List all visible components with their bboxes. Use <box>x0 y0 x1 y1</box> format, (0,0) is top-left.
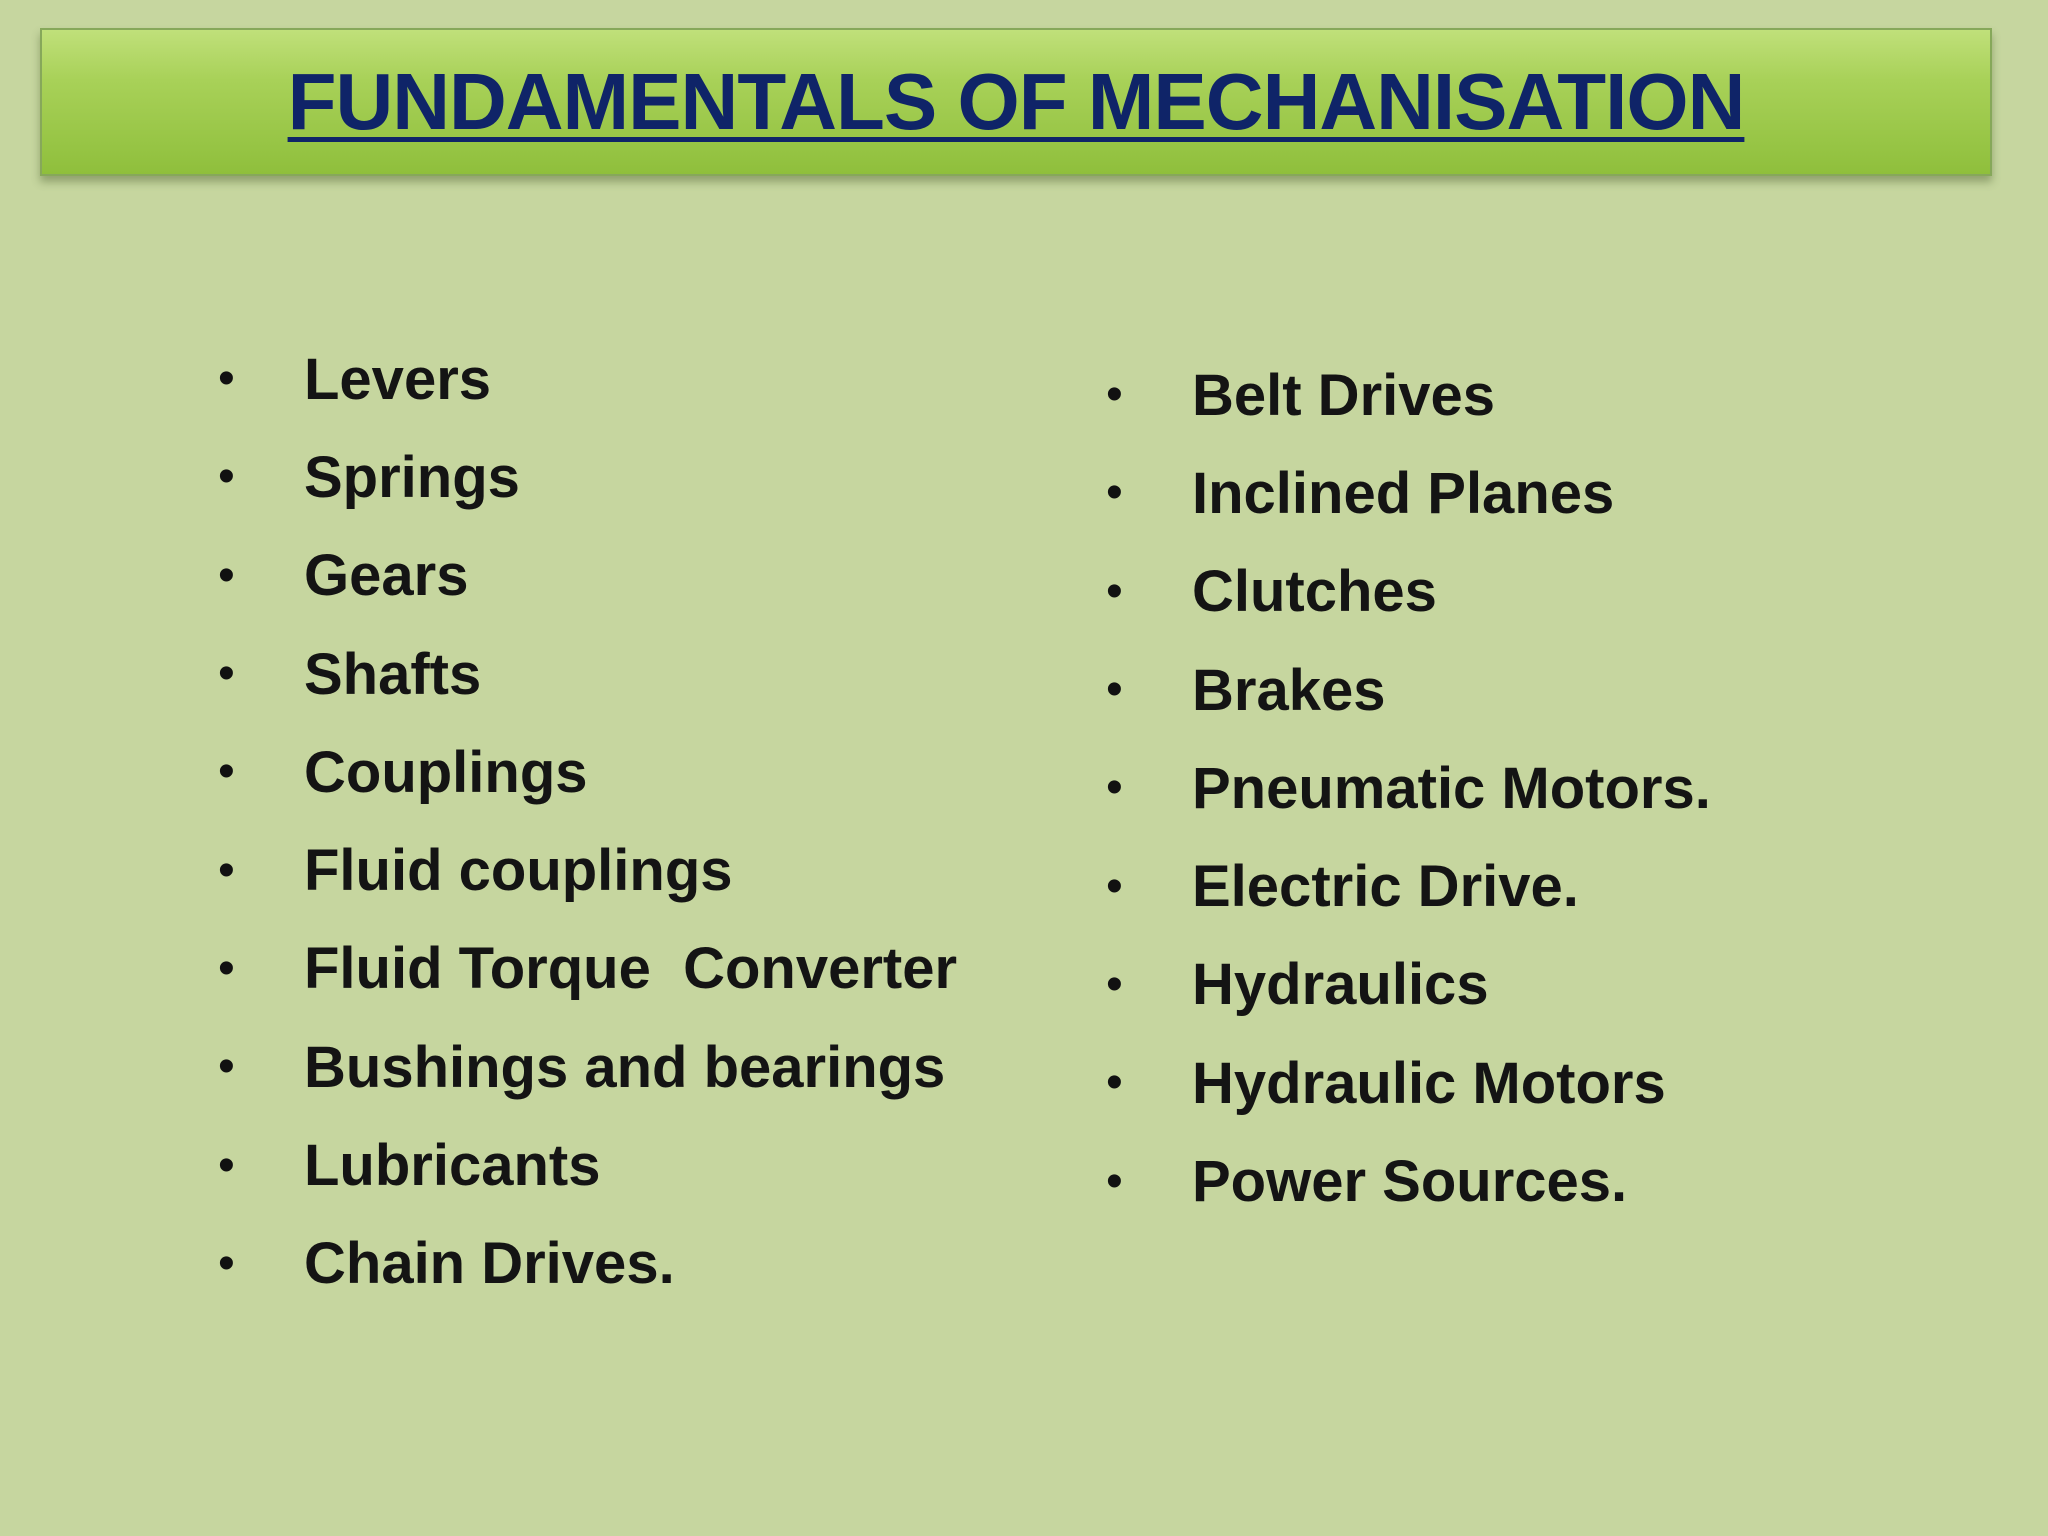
list-item-label: Hydraulic Motors <box>1192 1050 1666 1116</box>
bullet-icon: • <box>218 647 235 701</box>
list-item <box>212 723 957 821</box>
title-banner <box>40 28 1992 176</box>
list-item-label: Chain Drives. <box>304 1231 675 1297</box>
right-bullet-list <box>1100 346 1711 1231</box>
list-item <box>212 1116 957 1214</box>
list-item-label: Gears <box>304 543 469 609</box>
bullet-icon: • <box>1106 564 1123 618</box>
list-item <box>212 527 957 625</box>
list-item-label: Lubricants <box>304 1133 601 1199</box>
left-bullet-list <box>212 330 957 1313</box>
bullet-icon: • <box>218 843 235 897</box>
list-item <box>1100 641 1711 739</box>
list-item <box>212 1018 957 1116</box>
list-item <box>1100 1132 1711 1230</box>
bullet-icon: • <box>218 1138 235 1192</box>
bullet-icon: • <box>1106 1154 1123 1208</box>
list-item <box>1100 543 1711 641</box>
list-item-label: Levers <box>304 346 492 412</box>
bullet-icon: • <box>1106 859 1123 913</box>
list-item-label: Clutches <box>1192 559 1437 625</box>
list-item-label: Fluid Torque Converter <box>304 936 958 1002</box>
list-item-label: Fluid couplings <box>304 838 733 904</box>
list-item-label: Shafts <box>304 641 482 707</box>
list-item <box>1100 1034 1711 1132</box>
list-item-label: Pneumatic Motors. <box>1192 755 1711 821</box>
bullet-icon: • <box>218 450 235 504</box>
bullet-icon: • <box>218 745 235 799</box>
bullet-icon: • <box>218 1040 235 1094</box>
bullet-icon: • <box>1106 957 1123 1011</box>
slide-title: FUNDAMENTALS OF MECHANISATION <box>287 57 1745 146</box>
list-item <box>212 821 957 919</box>
bullet-icon: • <box>218 352 235 406</box>
list-item <box>212 330 957 428</box>
bullet-icon: • <box>1106 663 1123 717</box>
list-item-label: Inclined Planes <box>1192 460 1615 526</box>
bullet-icon: • <box>1106 368 1123 422</box>
bullet-icon: • <box>218 1236 235 1290</box>
list-item <box>1100 346 1711 444</box>
list-item-label: Belt Drives <box>1192 362 1496 428</box>
bullet-icon: • <box>1106 761 1123 815</box>
list-item <box>1100 444 1711 542</box>
bullet-icon: • <box>1106 466 1123 520</box>
list-item-label: Bushings and bearings <box>304 1034 946 1100</box>
list-item <box>212 625 957 723</box>
bullet-icon: • <box>218 941 235 995</box>
list-item <box>212 920 957 1018</box>
bullet-icon: • <box>218 548 235 602</box>
list-item <box>1100 837 1711 935</box>
list-item-label: Hydraulics <box>1192 952 1489 1018</box>
list-item <box>212 428 957 526</box>
list-item <box>212 1215 957 1313</box>
list-item-label: Brakes <box>1192 657 1386 723</box>
list-item <box>1100 936 1711 1034</box>
list-item-label: Electric Drive. <box>1192 854 1579 920</box>
bullet-icon: • <box>1106 1056 1123 1110</box>
list-item <box>1100 739 1711 837</box>
list-item-label: Power Sources. <box>1192 1149 1628 1215</box>
list-item-label: Springs <box>304 444 520 510</box>
list-item-label: Couplings <box>304 739 588 805</box>
